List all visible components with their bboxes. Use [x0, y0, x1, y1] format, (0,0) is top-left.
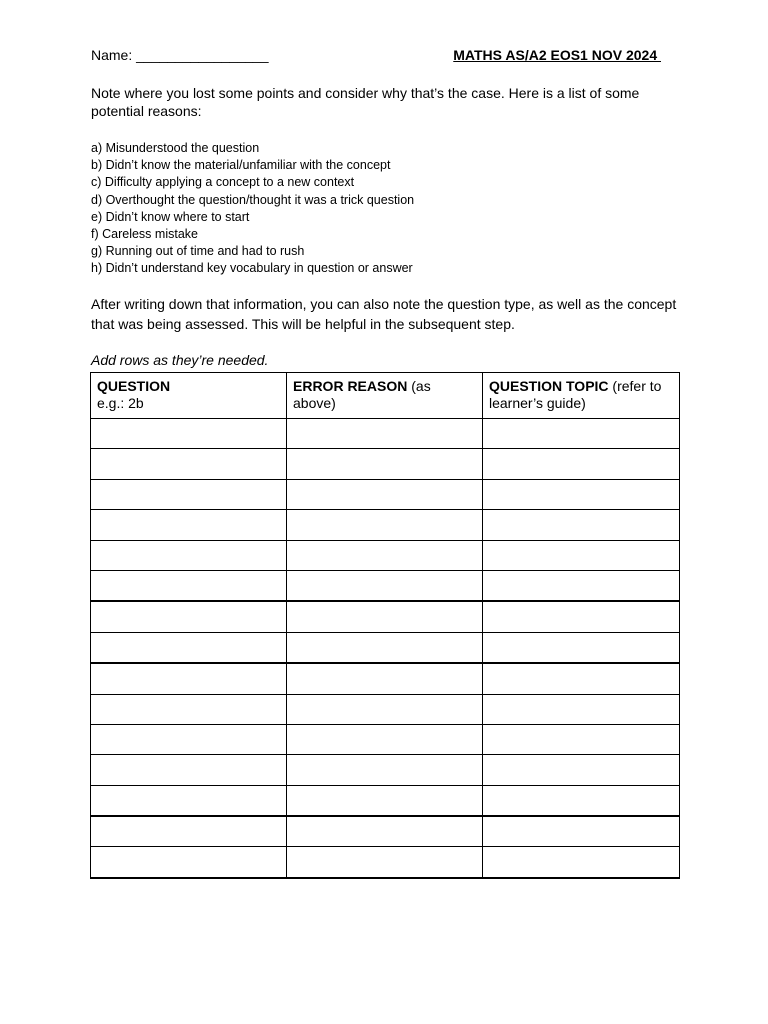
question-cell[interactable]: [91, 570, 287, 601]
error-reason-cell[interactable]: [287, 816, 483, 847]
table-row: [91, 540, 680, 570]
table-row: [91, 510, 680, 540]
question-cell[interactable]: [91, 755, 287, 785]
reason-item-f: f) Careless mistake: [91, 227, 198, 242]
question-topic-cell[interactable]: [483, 510, 680, 540]
reason-item-a: a) Misunderstood the question: [91, 141, 260, 155]
document-title: MATHS AS/A2 EOS1 NOV 2024: [453, 47, 661, 63]
error-reason-cell[interactable]: [287, 755, 483, 785]
question-cell[interactable]: [91, 847, 287, 878]
question-topic-cell[interactable]: [483, 479, 680, 509]
error-reason-cell[interactable]: [287, 847, 483, 878]
column-header-question-topic: [483, 373, 680, 419]
column-header-question-topic-note: (refer to learner’s guide): [489, 378, 662, 411]
question-cell[interactable]: [91, 449, 287, 479]
column-header-error-reason-note: (as above): [293, 378, 431, 411]
error-tracker-table: [90, 372, 680, 879]
table-row: [91, 449, 680, 479]
table-body: [91, 419, 680, 878]
error-reason-cell[interactable]: [287, 785, 483, 816]
table-row: [91, 847, 680, 878]
column-header-error-reason-title: ERROR REASON: [293, 378, 408, 394]
question-cell[interactable]: [91, 694, 287, 724]
error-reason-cell[interactable]: [287, 570, 483, 601]
reason-item-c: c) Difficulty applying a concept to a new context: [91, 175, 355, 190]
error-reason-cell[interactable]: [287, 632, 483, 663]
table-row: [91, 785, 680, 816]
error-reason-cell[interactable]: [287, 601, 483, 632]
table-row: [91, 816, 680, 847]
reason-item-g: g) Running out of time and had to rush: [91, 244, 305, 259]
question-cell[interactable]: [91, 785, 287, 816]
reason-item-e: e) Didn’t know where to start: [91, 209, 250, 224]
table-row: [91, 570, 680, 601]
question-topic-cell[interactable]: [483, 570, 680, 601]
question-cell[interactable]: [91, 510, 287, 540]
name-field-label[interactable]: Name: _________________: [91, 47, 269, 63]
error-reason-cell[interactable]: [287, 510, 483, 540]
error-reason-cell[interactable]: [287, 449, 483, 479]
table-row: [91, 724, 680, 754]
table-row: [91, 601, 680, 632]
question-topic-cell[interactable]: [483, 449, 680, 479]
table-row: [91, 632, 680, 663]
table-header-row: [91, 373, 680, 419]
question-topic-cell[interactable]: [483, 632, 680, 663]
table-row: [91, 419, 680, 449]
header: [91, 47, 661, 67]
question-cell[interactable]: [91, 724, 287, 754]
table-row: [91, 755, 680, 785]
question-cell[interactable]: [91, 419, 287, 449]
error-reason-cell[interactable]: [287, 540, 483, 570]
question-cell[interactable]: [91, 816, 287, 847]
table-row: [91, 663, 680, 694]
reasons-list: [91, 140, 651, 278]
error-reason-cell[interactable]: [287, 479, 483, 509]
reason-item-h: h) Didn’t understand key vocabulary in question or answer: [91, 261, 413, 276]
question-topic-cell[interactable]: [483, 724, 680, 754]
question-topic-cell[interactable]: [483, 694, 680, 724]
question-cell[interactable]: [91, 632, 287, 663]
question-topic-cell[interactable]: [483, 601, 680, 632]
question-topic-cell[interactable]: [483, 663, 680, 694]
question-topic-cell[interactable]: [483, 419, 680, 449]
instructions-paragraph: After writing down that information, you can also note the question type, as well as the concept that was being assessed. This will be helpful in the subsequent step.: [91, 296, 677, 332]
question-cell[interactable]: [91, 601, 287, 632]
question-cell[interactable]: [91, 540, 287, 570]
question-topic-cell[interactable]: [483, 785, 680, 816]
error-reason-cell[interactable]: [287, 694, 483, 724]
question-topic-cell[interactable]: [483, 816, 680, 847]
intro-paragraph: Note where you lost some points and consider why that’s the case. Here is a list of some potential reasons:: [91, 85, 640, 119]
column-header-question-title: QUESTION: [97, 378, 171, 394]
question-topic-cell[interactable]: [483, 847, 680, 878]
error-reason-cell[interactable]: [287, 724, 483, 754]
error-reason-cell[interactable]: [287, 663, 483, 694]
add-rows-note: Add rows as they’re needed.: [91, 352, 269, 368]
column-header-question-topic-title: QUESTION TOPIC: [489, 378, 609, 394]
reason-item-b: b) Didn’t know the material/unfamiliar with the concept: [91, 158, 391, 173]
reason-item-d: d) Overthought the question/thought it was a trick question: [91, 192, 415, 207]
column-header-question-example: e.g.: 2b: [97, 395, 144, 411]
table-row: [91, 694, 680, 724]
question-topic-cell[interactable]: [483, 540, 680, 570]
question-cell[interactable]: [91, 663, 287, 694]
question-topic-cell[interactable]: [483, 755, 680, 785]
column-header-error-reason: [287, 373, 483, 419]
column-header-question: [91, 373, 287, 419]
table-row: [91, 479, 680, 509]
question-cell[interactable]: [91, 479, 287, 509]
error-reason-cell[interactable]: [287, 419, 483, 449]
